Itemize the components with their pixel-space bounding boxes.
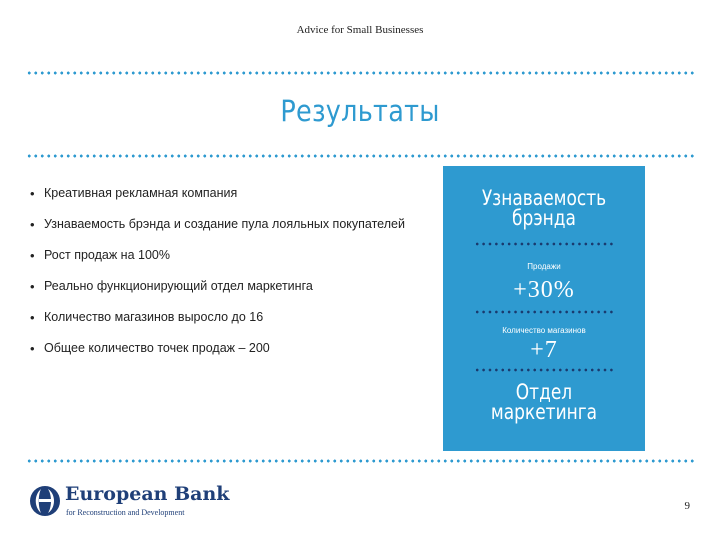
divider-top <box>26 71 696 75</box>
panel-heading-line2: брэнда <box>512 206 576 230</box>
list-item: • Реально функционирующий отдел маркетинга <box>30 279 410 294</box>
panel-footer-line1: Отдел <box>515 380 573 404</box>
results-panel <box>443 166 645 451</box>
ebrd-globe-icon <box>28 483 64 519</box>
panel-divider <box>474 242 614 246</box>
panel-divider <box>474 310 614 314</box>
list-item: • Узнаваемость брэнда и создание пула лояльных покупателей <box>30 217 410 232</box>
panel-divider <box>474 368 614 372</box>
list-item: • Общее количество точек продаж – 200 <box>30 341 410 356</box>
sales-label: Продажи <box>527 262 561 271</box>
header-text: Advice for Small Businesses <box>296 24 424 36</box>
page-number: 9 <box>684 500 690 512</box>
results-list <box>30 186 410 372</box>
ebrd-logo <box>28 483 230 523</box>
stores-label: Количество магазинов <box>502 326 586 335</box>
panel-heading-line1: Узнаваемость <box>481 186 607 210</box>
divider-bottom <box>26 459 696 463</box>
sales-value: +30% <box>513 277 575 303</box>
logo-name: European Bank <box>65 483 230 505</box>
list-item: • Рост продаж на 100% <box>30 248 410 263</box>
list-item: • Креативная рекламная компания <box>30 186 410 201</box>
panel-footer-line2: маркетинга <box>490 400 598 424</box>
list-item: • Количество магазинов выросло до 16 <box>30 310 410 325</box>
logo-subtitle: for Reconstruction and Development <box>66 508 185 517</box>
page-title: Результаты <box>280 94 440 128</box>
stores-value: +7 <box>530 337 558 363</box>
divider-title <box>26 154 696 158</box>
